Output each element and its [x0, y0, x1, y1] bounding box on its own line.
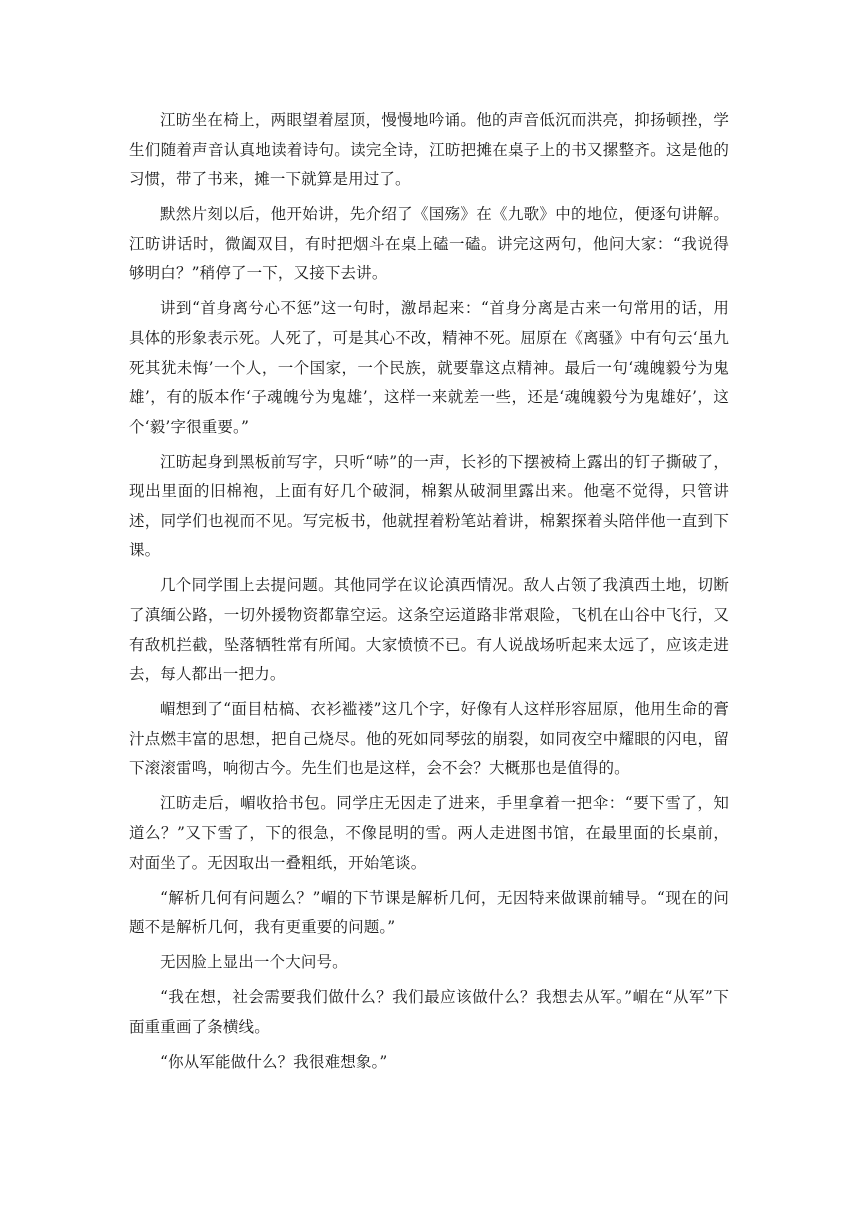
paragraph: 几个同学围上去提问题。其他同学在议论滇西情况。敌人占领了我滇西土地，切断了滇缅公路，一切外援物资都靠空运。这条空运道路非常艰险，飞机在山谷中飞行，又有敌机拦截，坠落牺牲常有所闻。大家愤愤不已。有人说战场听起来太远了，应该走进去，每人都出一把力。: [129, 576, 729, 684]
paragraph: “我在想，社会需要我们做什么？我们最应该做什么？我想去从军。”嵋在“从军”下面重重画了条横线。: [129, 988, 729, 1036]
paragraph: 江昉起身到黑板前写字，只听“哧”的一声，长衫的下摆被椅上露出的钉子撕破了，现出里面的旧棉袍，上面有好几个破洞，棉絮从破洞里露出来。他毫不觉得，只管讲述，同学们也视而不见。写完板书，他就捏着粉笔站着讲，棉絮探着头陪伴他一直到下课。: [129, 452, 729, 560]
paragraph: “你从军能做什么？我很难想象。”: [160, 1052, 388, 1071]
paragraph: 讲到“首身离兮心不惩”这一句时，激昂起来：“首身分离是古来一句常用的话，用具体的形象表示死。人死了，可是其心不改，精神不死。屈原在《离骚》中有句云‘虽九死其犹未悔’一个人，一个国家，一个民族，就要靠这点精神。最后一句‘魂魄毅兮为鬼雄’，有的版本作‘子魂魄兮为鬼雄’，这样一来就差一些，还是‘魂魄毅兮为鬼雄好’，这个‘毅’字很重要。”: [129, 299, 729, 436]
paragraph: 嵋想到了“面目枯槁、衣衫褴褛”这几个字，好像有人这样形容屈原，他用生命的膏汁点燃丰富的思想，把自己烧尽。他的死如同琴弦的崩裂，如同夜空中耀眼的闪电，留下滚滚雷鸣，响彻古今。先生们也是这样，会不会？大概那也是值得的。: [129, 700, 729, 778]
article-body: [129, 106, 729, 1083]
paragraph: 江昉坐在椅上，两眼望着屋顶，慢慢地吟诵。他的声音低沉而洪亮，抑扬顿挫，学生们随着声音认真地读着诗句。读完全诗，江昉把摊在桌子上的书又摞整齐。这是他的习惯，带了书来，摊一下就算是用过了。: [129, 111, 729, 189]
paragraph: “解析几何有问题么？”嵋的下节课是解析几何，无因特来做课前辅导。“现在的问题不是解析几何，我有更重要的问题。”: [129, 888, 729, 937]
paragraph: 默然片刻以后，他开始讲，先介绍了《国殇》在《九歌》中的地位，便逐句讲解。江昉讲话时，微阖双目，有时把烟斗在桌上磕一磕。讲完这两句，他问大家：“我说得够明白？”稍停了一下，又接下去讲。: [129, 205, 729, 283]
paragraph: 无因脸上显出一个大问号。: [160, 953, 348, 972]
paragraph: 江昉走后，嵋收拾书包。同学庄无因走了进来，手里拿着一把伞：“要下雪了，知道么？”又下雪了，下的很急，不像昆明的雪。两人走进图书馆，在最里面的长桌前，对面坐了。无因取出一叠粗纸，开始笔谈。: [129, 794, 729, 872]
